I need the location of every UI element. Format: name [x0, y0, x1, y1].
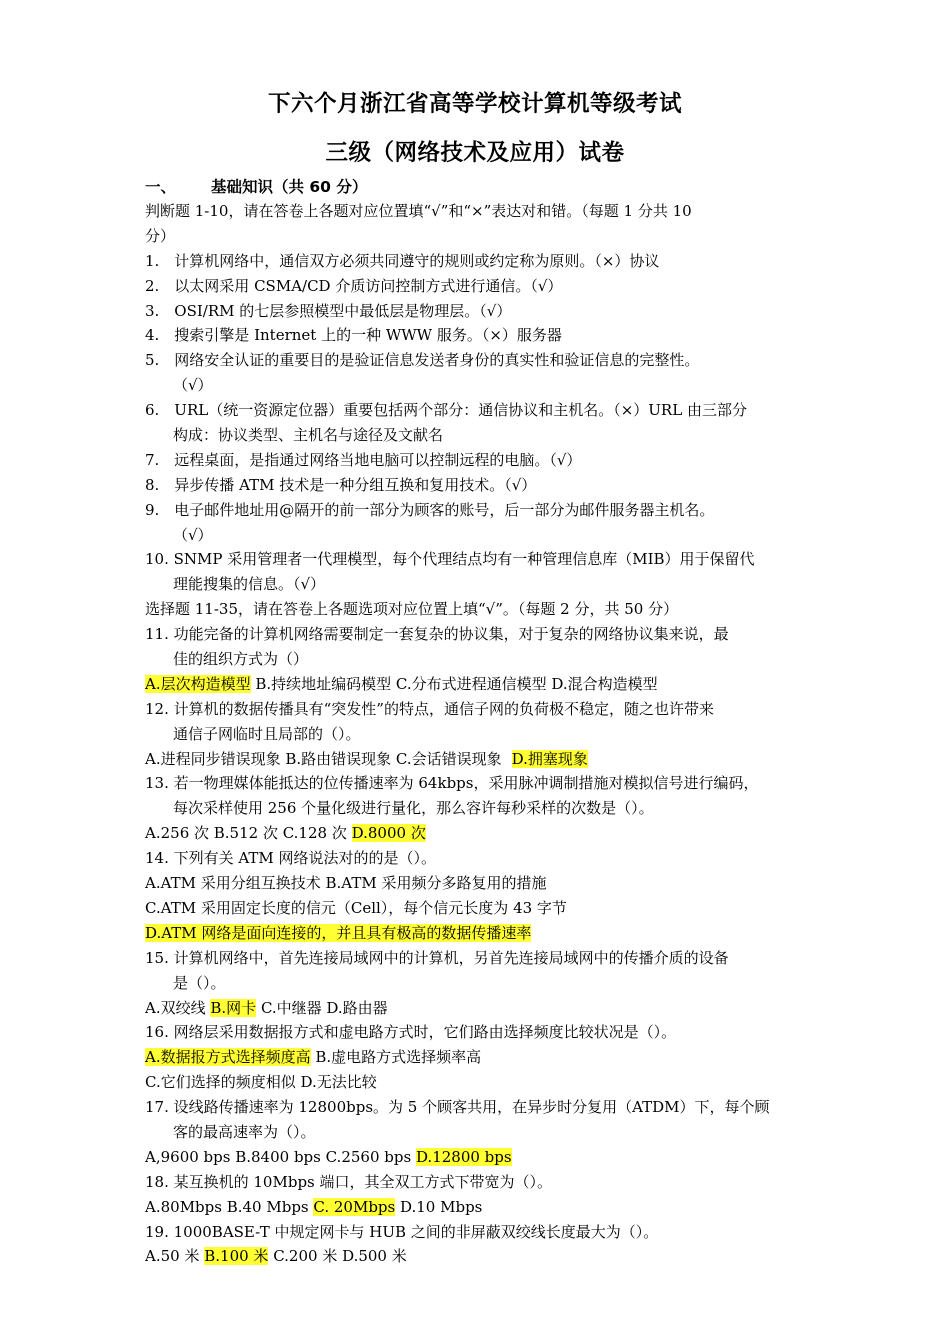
- option-text: A.256 次 B.512 次 C.128 次: [145, 824, 347, 843]
- question-line: 10. SNMP 采用管理者一代理模型，每个代理结点均有一种管理信息库（MIB）用于保留代: [145, 550, 755, 569]
- question-line: 13. 若一物理媒体能抵达的位传播速率为 64kbps，采用脉冲调制措施对模拟信号进行编码，: [145, 774, 759, 793]
- question-continuation: 是（）。: [173, 973, 226, 992]
- question-line: 1. 计算机网络中，通信双方必须共同遵守的规则或约定称为原则。（×）协议: [145, 251, 660, 270]
- option-text: A.50 米: [145, 1247, 205, 1266]
- highlighted-answer: D.8000 次: [351, 824, 426, 843]
- highlighted-answer: D.12800 bps: [415, 1147, 512, 1166]
- option-text: A,9600 bps B.8400 bps C.2560 bps: [145, 1147, 416, 1166]
- question-continuation: 客的最高速率为（）。: [173, 1122, 316, 1141]
- answer-options: [145, 1045, 820, 1070]
- question-line: 18. 某互换机的 10Mbps 端口，其全双工方式下带宽为（）。: [145, 1172, 553, 1191]
- highlighted-answer: D.拥塞现象: [511, 749, 588, 768]
- question-line: 12. 计算机的数据传播具有“突发性”的特点，通信子网的负荷极不稳定，随之也许带来: [145, 699, 714, 718]
- option-text: A.80Mbps B.40 Mbps: [145, 1197, 314, 1216]
- highlighted-answer: C. 20Mbps: [313, 1197, 396, 1216]
- question-line: 17. 设线路传播速率为 12800bps。为 5 个顾客共用，在异步时分复用（ATDM）下，每个顾: [145, 1098, 770, 1117]
- option-text: A.双绞线: [145, 998, 211, 1017]
- instruction-line: 判断题 1-10，请在答卷上各题对应位置填“√”和“×”表达对和错。（每题 1 分共 10: [145, 202, 692, 220]
- instruction-line: 选择题 11-35，请在答卷上各题选项对应位置上填“√”。（每题 2 分，共 50 分）: [145, 600, 679, 619]
- option-text: A.进程同步错误现象 B.路由错误现象 C.会话错误现象: [145, 749, 502, 768]
- highlighted-answer: D.ATM 网络是面向连接的，并且具有极高的数据传播速率: [145, 923, 532, 942]
- highlighted-answer: B.100 米: [204, 1247, 269, 1266]
- page-subtitle: 三级（网络技术及应用）试卷: [325, 140, 625, 166]
- option-text: C.中继器 D.路由器: [256, 998, 388, 1017]
- question-continuation: 佳的组织方式为（）: [173, 650, 309, 669]
- question-line: 8. 异步传播 ATM 技术是一种分组互换和复用技术。（√）: [145, 475, 537, 494]
- question-continuation: 理能搜集的信息。（√）: [173, 575, 326, 594]
- page-title: 下六个月浙江省高等学校计算机等级考试: [267, 91, 682, 117]
- answer-options: [145, 1145, 820, 1170]
- answer-options: [145, 1195, 820, 1220]
- answer-options: [145, 821, 820, 846]
- section-label: 基础知识（共 60 分）: [211, 178, 368, 196]
- answer-options: [145, 921, 820, 946]
- highlighted-answer: B.网卡: [210, 998, 257, 1017]
- question-continuation: 构成：协议类型、主机名与途径及文献名: [173, 426, 444, 445]
- question-line: 14. 下列有关 ATM 网络说法对的的是（）。: [145, 849, 437, 868]
- option-line: A.ATM 采用分组互换技术 B.ATM 采用频分多路复用的措施: [145, 874, 547, 893]
- question-continuation: （√）: [173, 376, 213, 395]
- option-line: C.它们选择的频度相似 D.无法比较: [145, 1073, 377, 1092]
- option-text: B.虚电路方式选择频率高: [310, 1048, 482, 1067]
- question-continuation: （√）: [173, 525, 213, 544]
- question-continuation: 每次采样使用 256 个量化级进行量化，那么容许每秒采样的次数是（）。: [173, 799, 654, 818]
- question-line: 4. 搜索引擎是 Internet 上的一种 WWW 服务。（×）服务器: [145, 326, 562, 345]
- section-number: 一、: [145, 178, 177, 196]
- option-line: C.ATM 采用固定长度的信元（Cell），每个信元长度为 43 字节: [145, 898, 567, 917]
- exam-content: [145, 199, 820, 1269]
- question-line: 7. 远程桌面，是指通过网络当地电脑可以控制远程的电脑。（√）: [145, 450, 582, 469]
- section-heading: [145, 175, 367, 197]
- option-text: B.持续地址编码模型 C.分布式进程通信模型 D.混合构造模型: [250, 674, 658, 693]
- question-continuation: 通信子网临时且局部的（）。: [173, 724, 361, 743]
- question-line: 2. 以太网采用 CSMA/CD 介质访问控制方式进行通信。（√）: [145, 276, 563, 295]
- answer-options: [145, 996, 820, 1021]
- answer-options: [145, 672, 820, 697]
- question-line: 6. URL（统一资源定位器）重要包括两个部分：通信协议和主机名。（×）URL 由三部分: [145, 401, 747, 420]
- answer-options: [145, 1244, 820, 1269]
- question-line: 3. OSI/RM 的七层参照模型中最低层是物理层。（√）: [145, 301, 512, 320]
- question-line: 16. 网络层采用数据报方式和虚电路方式时，它们路由选择频度比较状况是（）。: [145, 1023, 677, 1042]
- question-line: 19. 1000BASE-T 中规定网卡与 HUB 之间的非屏蔽双绞线长度最大为（）。: [145, 1222, 659, 1241]
- question-line: 9. 电子邮件地址用@隔开的前一部分为顾客的账号，后一部分为邮件服务器主机名。: [145, 500, 715, 519]
- option-text: D.10 Mbps: [395, 1197, 483, 1216]
- answer-options: [145, 747, 820, 772]
- highlighted-answer: A.数据报方式选择频度高: [145, 1048, 311, 1067]
- option-text: C.200 米 D.500 米: [268, 1247, 407, 1266]
- question-line: 5. 网络安全认证的重要目的是验证信息发送者身份的真实性和验证信息的完整性。: [145, 351, 700, 370]
- instruction-line: 分）: [145, 226, 176, 245]
- question-line: 11. 功能完备的计算机网络需要制定一套复杂的协议集，对于复杂的网络协议集来说，最: [145, 625, 729, 644]
- question-line: 15. 计算机网络中，首先连接局域网中的计算机，另首先连接局域网中的传播介质的设备: [145, 948, 729, 967]
- highlighted-answer: A.层次构造模型: [145, 674, 251, 693]
